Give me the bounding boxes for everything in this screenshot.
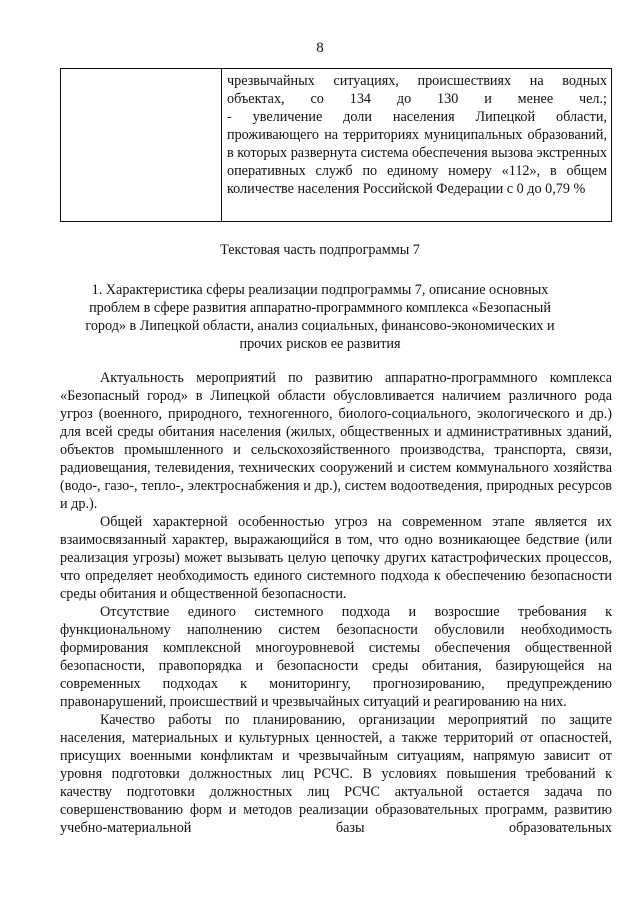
paragraph: Качество работы по планированию, организации мероприятий по защите населения, материальных и культурных ценностей, а также территорий от опасностей, присущих военными конфликтам и чрезвычайным ситуациям, напрямую зависит от уровня подготовки должностных лиц РСЧС. В условиях повышения требований к качеству подготовки должностных лиц РСЧС актуальной остается задача по совершенствованию форм и методов реализации образовательных программ, развитию учебно-материальной базы образовательных bbox=[60, 712, 612, 836]
table-fragment bbox=[60, 68, 612, 222]
paragraph: Отсутствие единого системного подхода и возросшие требования к функциональному наполнению систем безопасности обусловили необходимость формирования комплексной многоуровневой системы обеспечения общественной безопасности, правопорядка и безопасности среды обитания, базирующейся на современных подходах к мониторингу, прогнозированию, предупреждению правонарушений, происшествий и чрезвычайных ситуаций и реагированию на них. bbox=[60, 604, 612, 710]
subprogram-title: Текстовая часть подпрограммы 7 bbox=[220, 242, 420, 258]
table-column-divider bbox=[221, 69, 222, 221]
table-right-cell bbox=[227, 72, 607, 198]
page-number: 8 bbox=[316, 40, 324, 56]
paragraph: Актуальность мероприятий по развитию аппаратно-программного комплекса «Безопасный город» в Липецкой области обусловливается наличием различного рода угроз (военного, природного, техногенного, биолого-социального, экологического и др.) для всей среды обитания населения (жилых, общественных и административных зданий, объектов промышленного и сельскохозяйственного производства, транспорта, связи, радиовещания, телевидения, технических сооружений и систем коммунального хозяйства (водо-, газо-, тепло-, электроснабжения и др.), систем водоотведения, природных ресурсов и др.). bbox=[60, 370, 612, 512]
table-cell-text-item: - увеличение доли населения Липецкой области, проживающего на территориях муниципальных образований, в которых развернута система обеспечения вызова экстренных оперативных служб по единому номеру «112», в общем количестве населения Российской Федерации с 0 до 0,79 % bbox=[227, 109, 608, 197]
body-text bbox=[60, 369, 612, 837]
section-heading: 1. Характеристика сферы реализации подпрограммы 7, описание основных проблем в сфере развития аппаратно-программного комплекса «Безопасный город» в Липецкой области, анализ социальных, финансово-экономических и прочих рисков ее развития bbox=[85, 282, 555, 352]
paragraph: Общей характерной особенностью угроз на современном этапе является их взаимосвязанный характер, выражающийся в том, что одно возникающее бедствие (или реализация угрозы) может вызывать целую цепочку других катастрофических процессов, что определяет необходимость единого системного подхода к обеспечению безопасности среды обитания и общественной безопасности. bbox=[60, 514, 612, 602]
table-cell-text-continuation: чрезвычайных ситуациях, происшествиях на водных объектах, со 134 до 130 и менее чел.; bbox=[227, 73, 607, 107]
